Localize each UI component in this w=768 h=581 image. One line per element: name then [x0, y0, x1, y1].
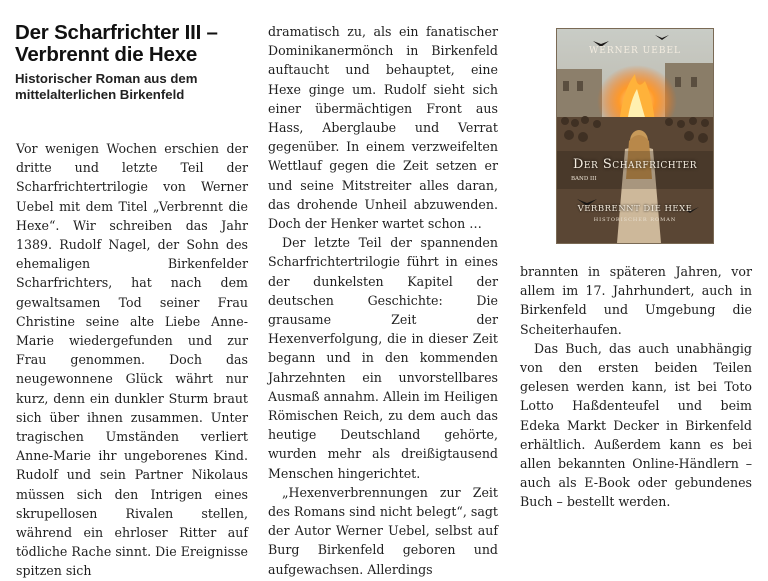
cover-subtitle: VERBRENNT DIE HEXE: [577, 204, 693, 214]
article-column-1: [16, 139, 248, 581]
article-subheadline: Historischer Roman aus dem mittelalterlichen Birkenfeld: [15, 71, 198, 102]
article-headline: Der Scharfrichter III – Verbrennt die Hexe: [15, 21, 218, 66]
paragraph: brannten in späteren Jahren, vor allem im 17. Jahrhundert, auch in Birkenfeld und Umgebung die Scheiterhaufen.: [520, 264, 752, 337]
cover-band: BAND III: [571, 176, 597, 182]
paragraph: „Hexenverbrennungen zur Zeit des Romans sind nicht belegt“, sagt der Autor Werner Uebel, selbst auf Burg Birkenfeld geboren und aufgewachsen. Allerdings: [268, 484, 498, 577]
article-column-2: [268, 22, 498, 579]
cover-author: WERNER UEBEL: [589, 46, 681, 56]
paragraph: Vor wenigen Wochen erschien der dritte und letzte Teil der Scharfrichtertrilogie von Werner Uebel mit dem Titel „Verbrennt die Hexe“. Wir schreiben das Jahr 1389. Rudolf Nagel, der Sohn des ehemaligen Birkenfelder Scharfrichters, hat nach dem gewaltsamen Tod seiner Frau Christine seine alte Liebe Anne-Marie wiedergefunden und zur Frau genommen. Doch das neugewonnene Glück währt nur kurz, denn ein dunkler Sturm braut sich über ihnen zusammen. Unter tragischen Umständen verliert Anne-Marie ihr ungeborenes Kind. Rudolf und sein Partner Nikolaus müssen sich den Intrigen eines skrupellosen Rivalen stellen, während ein ehrloser Ritter auf tödliche Rache sinnt. Die Ereignisse spitzen sich: [16, 141, 248, 579]
article-column-3: [520, 262, 752, 512]
paragraph: Das Buch, das auch unabhängig von den ersten beiden Teilen gelesen werden kann, ist bei Toto Lotto Haßdenteufel und beim Edeka Markt Decker in Birkenfeld erhältlich. Außerdem kann es bei allen bekannten Online-Händlern – auch als E-Book oder gebundenes Buch – bestellt werden.: [520, 340, 752, 510]
cover-genre: HISTORISCHER ROMAN: [593, 217, 677, 223]
paragraph: Der letzte Teil der spannenden Scharfrichtertrilogie führt in eines der dunkelsten Kapitel der deutschen Geschichte: Die grausame Zeit der Hexenverfolgung, die in dieser Zeit begann und in den kommenden Jahrzehnten ein unvorstellbares Ausmaß annahm. Allein im Heiligen Römischen Reich, zu dem auch das heutige Deutschland gehörte, wurden mehr als dreißigtausend Menschen hingerichtet.: [268, 235, 498, 481]
cover-title: Der Scharfrichter: [573, 157, 697, 172]
book-cover: [556, 28, 714, 244]
paragraph: dramatisch zu, als ein fanatischer Dominikanermönch in Birkenfeld auftaucht und behauptet, eine Hexe ginge um. Rudolf sieht sich einer übermächtigen Front aus Hass, Aberglaube und Verrat gegenüber. In einem verzweifelten Wettlauf gegen die Zeit setzen er und seine Mitstreiter alles daran, das drohende Unheil abzuwenden. Doch der Henker wartet schon …: [268, 24, 498, 232]
